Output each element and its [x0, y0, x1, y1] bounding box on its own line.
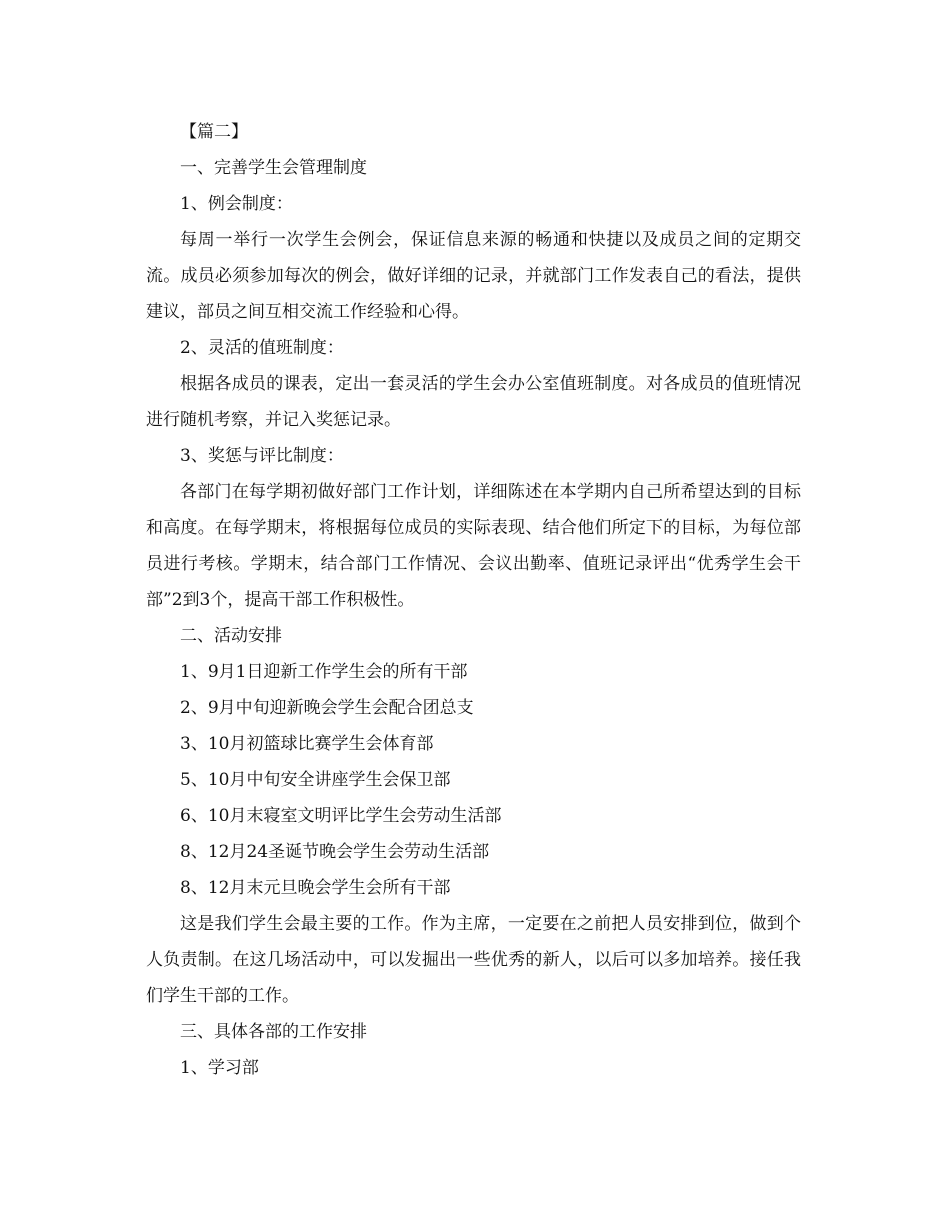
activity-item: 8、12月24圣诞节晚会学生会劳动生活部: [180, 842, 490, 862]
subheading-duty-system: 2、灵活的值班制度：: [180, 338, 344, 358]
activity-item: 6、10月末寝室文明评比学生会劳动生活部: [180, 806, 502, 826]
heading-activity-plan: 二、活动安排: [180, 626, 282, 646]
document-body: [146, 114, 801, 1086]
subheading-study-department: 1、学习部: [180, 1058, 259, 1078]
heading-management-system: 一、完善学生会管理制度: [180, 158, 367, 178]
activity-item: 1、9月1日迎新工作学生会的所有干部: [180, 662, 468, 682]
subheading-meeting-system: 1、例会制度：: [180, 194, 293, 214]
activity-item: 5、10月中旬安全讲座学生会保卫部: [180, 770, 451, 790]
section-marker: 【篇二】: [180, 122, 248, 142]
subheading-reward-system: 3、奖惩与评比制度：: [180, 446, 344, 466]
paragraph-meeting-system: 每周一举行一次学生会例会，保证信息来源的畅通和快捷以及成员之间的定期交流。成员必须参加每次的例会，做好详细的记录，并就部门工作发表自己的看法，提供建议，部员之间互相交流工作经验和心得。: [146, 230, 801, 322]
activity-item: 3、10月初篮球比赛学生会体育部: [180, 734, 434, 754]
paragraph-activity-summary: 这是我们学生会最主要的工作。作为主席，一定要在之前把人员安排到位，做到个人负责制。在这几场活动中，可以发掘出一些优秀的新人，以后可以多加培养。接任我们学生干部的工作。: [146, 914, 801, 1006]
activity-item: 8、12月末元旦晚会学生会所有干部: [180, 878, 451, 898]
activity-item: 2、9月中旬迎新晚会学生会配合团总支: [180, 698, 474, 718]
heading-department-plan: 三、具体各部的工作安排: [180, 1022, 367, 1042]
paragraph-duty-system: 根据各成员的课表，定出一套灵活的学生会办公室值班制度。对各成员的值班情况进行随机考察，并记入奖惩记录。: [146, 374, 801, 430]
paragraph-reward-system: 各部门在每学期初做好部门工作计划，详细陈述在本学期内自己所希望达到的目标和高度。在每学期末，将根据每位成员的实际表现、结合他们所定下的目标，为每位部员进行考核。学期末，结合部门工作情况、会议出勤率、值班记录评出“优秀学生会干部”2到3个，提高干部工作积极性。: [146, 482, 801, 610]
